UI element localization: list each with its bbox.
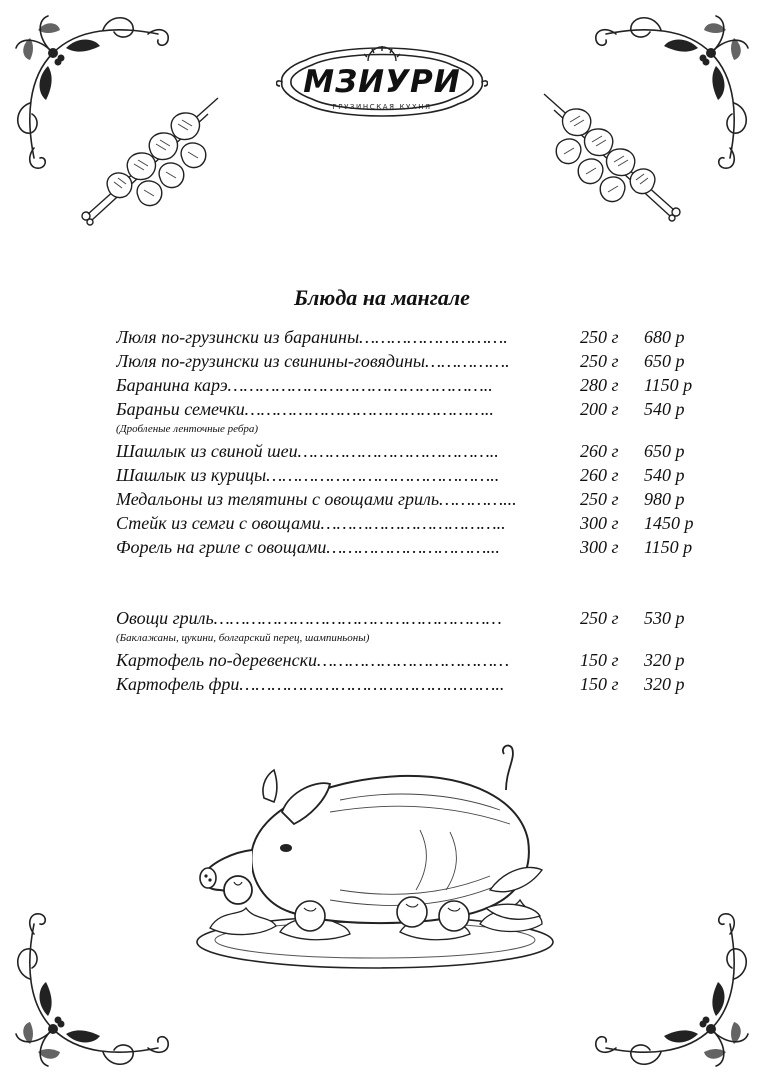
menu-item: [116, 349, 716, 373]
floral-ornament-icon: [586, 904, 756, 1074]
item-weight: 260 г: [580, 465, 619, 485]
item-name: Баранина карэ…………………………………………..: [116, 375, 493, 395]
item-name: Люля по-грузински из свинины-говядины…………….: [116, 351, 510, 371]
item-price: 650 р: [644, 441, 685, 461]
skewer-illustration-right: [534, 88, 684, 223]
roasted-pig-illustration: [190, 740, 560, 975]
item-weight: 250 г: [580, 351, 619, 371]
corner-ornament-bottom-left: [8, 904, 178, 1074]
item-weight: 280 г: [580, 375, 619, 395]
item-weight: 250 г: [580, 327, 619, 347]
item-price: 320 р: [644, 650, 685, 670]
item-weight: 300 г: [580, 537, 619, 557]
item-name: Бараньи семечки………………………………………..: [116, 399, 494, 419]
item-weight: 150 г: [580, 650, 619, 670]
item-price: 530 р: [644, 608, 685, 628]
menu-item: [116, 325, 716, 349]
logo-name: МЗИУРИ: [303, 64, 461, 100]
item-name: Картофель по-деревенски………………………………: [116, 650, 510, 670]
item-weight: 260 г: [580, 441, 619, 461]
item-weight: 300 г: [580, 513, 619, 533]
item-price: 680 р: [644, 327, 685, 347]
skewer-illustration-left: [78, 92, 228, 227]
logo-tagline: ГРУЗИНСКАЯ КУХНЯ: [332, 103, 432, 111]
item-name: Овощи гриль………………………………………………: [116, 608, 502, 628]
item-price: 980 р: [644, 489, 685, 509]
item-price: 1450 р: [644, 513, 694, 533]
item-price: 540 р: [644, 399, 685, 419]
item-weight: 250 г: [580, 489, 619, 509]
menu-item: [116, 487, 716, 511]
item-name: Шашлык из свиной шеи………………………………..: [116, 441, 499, 461]
menu-item: [116, 439, 716, 463]
menu-item: [116, 511, 716, 535]
menu-item: [116, 535, 716, 559]
item-name: Шашлык из курицы……………………………………..: [116, 465, 500, 485]
group-spacer: [116, 559, 716, 606]
item-name: Медальоны из телятины с овощами гриль…………...: [116, 489, 517, 509]
shashlik-skewer-icon: [534, 88, 684, 223]
item-name: Форель на гриле с овощами…………………………...: [116, 537, 500, 557]
item-price: 650 р: [644, 351, 685, 371]
item-price: 320 р: [644, 674, 685, 694]
menu-list: [116, 325, 716, 696]
menu-item: [116, 397, 716, 421]
menu-item: [116, 648, 716, 672]
item-price: 540 р: [644, 465, 685, 485]
item-note: (Дробленые ленточные ребра): [116, 423, 259, 435]
restaurant-logo: [276, 38, 488, 126]
floral-ornament-icon: [8, 904, 178, 1074]
menu-item: [116, 373, 716, 397]
section-title: Блюда на мангале: [294, 285, 470, 310]
corner-ornament-bottom-right: [586, 904, 756, 1074]
shashlik-skewer-icon: [78, 92, 228, 227]
item-price: 1150 р: [644, 537, 693, 557]
item-weight: 250 г: [580, 608, 619, 628]
menu-item: [116, 463, 716, 487]
roasted-pig-icon: [190, 740, 560, 975]
menu-item: [116, 672, 716, 696]
item-name: Люля по-грузински из баранины……………………….: [116, 327, 508, 347]
item-note: (Баклажаны, цукини, болгарский перец, шампиньоны): [116, 632, 370, 644]
item-name: Картофель фри…………………………………………..: [116, 674, 505, 694]
item-weight: 200 г: [580, 399, 619, 419]
menu-item: [116, 606, 716, 630]
item-weight: 150 г: [580, 674, 619, 694]
item-name: Стейк из семги с овощами……………………………..: [116, 513, 506, 533]
item-price: 1150 р: [644, 375, 693, 395]
